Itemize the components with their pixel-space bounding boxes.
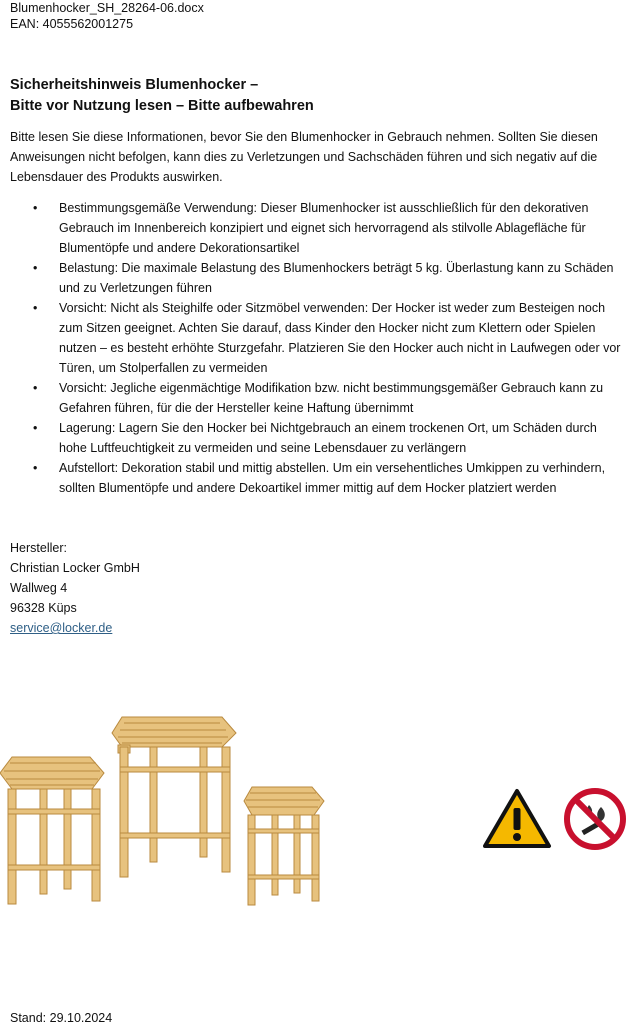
product-photo: [0, 705, 330, 915]
ean-number: EAN: 4055562001275: [10, 17, 134, 31]
list-item: • Vorsicht: Nicht als Steighilfe oder Sitzmöbel verwenden: Der Hocker ist weder zum Besteigen noch zum Sitzen geeignet. Achten Sie darauf, dass Kinder den Hocker nicht zum Klettern oder Spielen nutzen – es besteht erhöhte Sturzgefahr. Platzieren Sie den Hocker auch nicht in Laufwegen oder vor Türen, um Stolperfallen zu vermeiden: [0, 298, 625, 378]
title-line-2: Bitte vor Nutzung lesen – Bitte aufbewahren: [10, 98, 314, 114]
document-header: [10, 0, 204, 32]
list-item: • Aufstellort: Dekoration stabil und mittig abstellen. Um ein versehentliches Umkippen zu verhindern, sollten Blumentöpfe und andere Dekoartikel immer mittig auf dem Hocker platziert werden: [0, 458, 625, 498]
manufacturer-block: [10, 538, 140, 638]
no-open-flame-icon: [563, 787, 627, 851]
safety-instructions-list: [0, 198, 625, 498]
list-item: • Vorsicht: Jegliche eigenmächtige Modifikation bzw. nicht bestimmungsgemäßer Gebrauch kann zu Gefahren führen, für die der Hersteller keine Haftung übernimmt: [0, 378, 625, 418]
intro-paragraph: Bitte lesen Sie diese Informationen, bevor Sie den Blumenhocker in Gebrauch nehmen. Sollten Sie diesen Anweisungen nicht befolgen, kann dies zu Verletzungen und Sachschäden führen und sich negativ auf die Lebensdauer des Produkts auswirken.: [10, 130, 598, 184]
list-item: • Belastung: Die maximale Belastung des Blumenhockers beträgt 5 kg. Überlastung kann zu Schäden und zu Verletzungen führen: [0, 258, 625, 298]
manufacturer-city: 96328 Küps: [10, 601, 77, 615]
manufacturer-company: Christian Locker GmbH: [10, 561, 140, 575]
list-item: • Bestimmungsgemäße Verwendung: Dieser Blumenhocker ist ausschließlich für den dekorativen Gebrauch im Innenbereich konzipiert und eignet sich hervorragend als stilvolle Ablagefläche für Blumentöpfe und andere Dekorationsartikel: [0, 198, 625, 258]
warning-triangle-icon: [482, 788, 552, 850]
manufacturer-street: Wallweg 4: [10, 581, 68, 595]
file-name: Blumenhocker_SH_28264-06.docx: [10, 1, 204, 15]
list-item: • Lagerung: Lagern Sie den Hocker bei Nichtgebrauch an einem trockenen Ort, um Schäden durch hohe Luftfeuchtigkeit zu vermeiden und seine Lebensdauer zu verlängern: [0, 418, 625, 458]
manufacturer-label: Hersteller:: [10, 541, 67, 555]
page-title: [10, 75, 314, 117]
title-line-1: Sicherheitshinweis Blumenhocker –: [10, 77, 259, 93]
document-date: Stand: 29.10.2024: [10, 1011, 113, 1025]
manufacturer-email-link[interactable]: service@locker.de: [10, 621, 113, 635]
